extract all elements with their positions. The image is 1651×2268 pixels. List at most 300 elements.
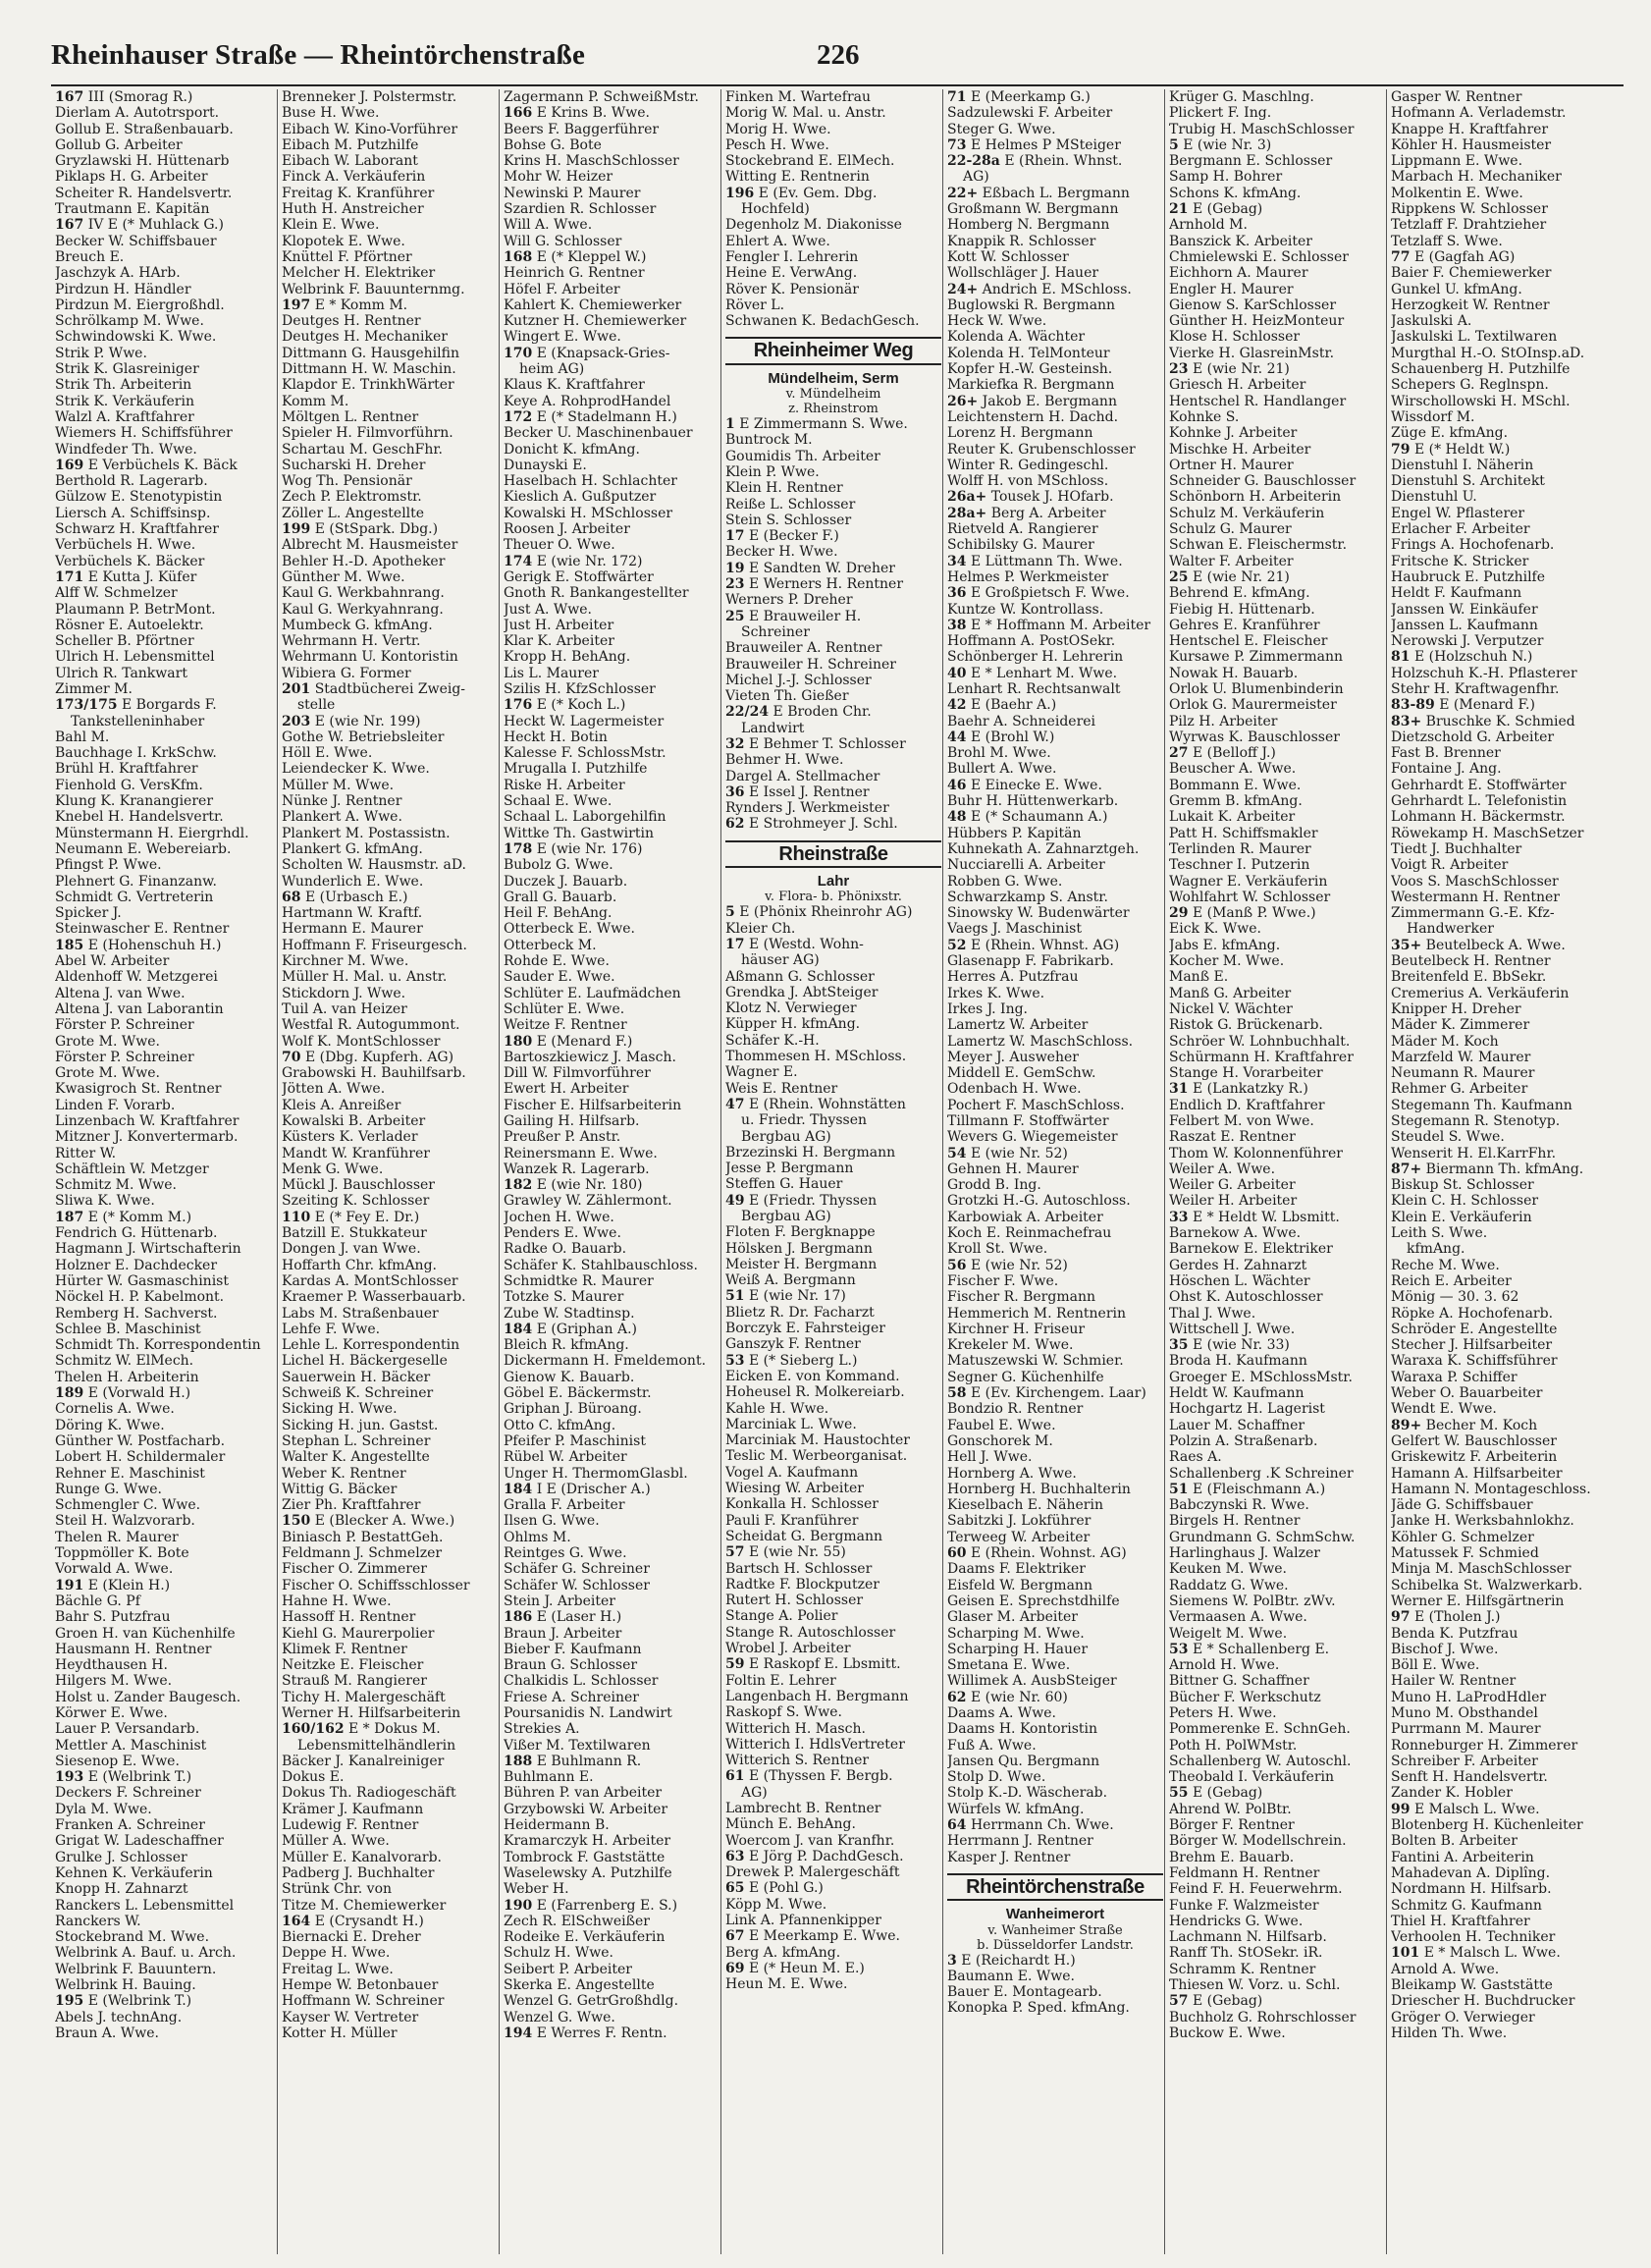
directory-entry bbox=[1169, 697, 1385, 713]
directory-entry bbox=[725, 153, 941, 169]
directory-entry bbox=[282, 585, 498, 601]
entry-text: Bergbau AG) bbox=[741, 1209, 831, 1224]
entry-text: E Behmer T. Schlosser bbox=[748, 735, 906, 752]
directory-entry bbox=[55, 1578, 271, 1593]
entry-text: E (Rhein. Wohnst. AG) bbox=[970, 1545, 1127, 1562]
entry-text: Klaus K. Kraftfahrer bbox=[504, 377, 645, 394]
entry-text: Schulz H. Wwe. bbox=[504, 1945, 613, 1962]
entry-text: Dill W. Filmvorführer bbox=[504, 1065, 651, 1082]
directory-entry bbox=[282, 969, 498, 985]
entry-text: Eicken E. von Kommand. bbox=[725, 1368, 900, 1384]
directory-entry bbox=[1169, 1850, 1385, 1865]
directory-entry bbox=[1391, 714, 1611, 729]
directory-entry bbox=[1391, 1306, 1611, 1322]
directory-entry bbox=[504, 506, 719, 521]
directory-entry bbox=[504, 458, 719, 473]
entry-text: Hentschel R. Handlanger bbox=[1169, 393, 1347, 409]
directory-entry bbox=[504, 201, 719, 217]
directory-entry bbox=[1169, 714, 1385, 729]
entry-text: Terlinden R. Maurer bbox=[1169, 840, 1311, 857]
entry-text: Ohlms M. bbox=[504, 1529, 571, 1545]
directory-entry bbox=[947, 1258, 1163, 1273]
entry-text: Kahlert K. Chemiewerker bbox=[504, 297, 682, 313]
entry-text: Wagner E. bbox=[725, 1064, 798, 1081]
directory-entry bbox=[947, 89, 1163, 105]
entry-text: Dittmann G. Hausgehilfin bbox=[282, 345, 459, 361]
directory-entry bbox=[1169, 921, 1385, 937]
directory-entry bbox=[55, 1401, 271, 1417]
house-number: 61 bbox=[725, 1768, 745, 1785]
house-number: 35 bbox=[1169, 1337, 1189, 1354]
directory-entry bbox=[1169, 905, 1385, 921]
entry-text: Hempe W. Betonbauer bbox=[282, 1977, 439, 1994]
directory-entry bbox=[1391, 1705, 1611, 1721]
entry-text: Herrmann J. Rentner bbox=[947, 1833, 1093, 1850]
directory-entry bbox=[725, 1465, 941, 1481]
entry-text: Rohde E. Wwe. bbox=[504, 953, 610, 970]
entry-text: Drewek P. Malergeschäft bbox=[725, 1864, 900, 1881]
entry-text: Kahle H. Wwe. bbox=[725, 1400, 829, 1417]
directory-entry bbox=[55, 1609, 271, 1625]
entry-text: Hoffmann F. Friseurgesch. bbox=[282, 937, 467, 953]
directory-entry bbox=[282, 1914, 498, 1929]
directory-entry bbox=[947, 506, 1163, 521]
directory-entry bbox=[725, 464, 941, 480]
entry-text: Freitag L. Wwe. bbox=[282, 1961, 394, 1977]
entry-text: Pfeifer P. Maschinist bbox=[504, 1432, 646, 1449]
entry-text: Schmitz W. ElMech. bbox=[55, 1353, 194, 1370]
directory-entry bbox=[55, 633, 271, 649]
directory-entry bbox=[947, 1241, 1163, 1257]
directory-entry bbox=[282, 506, 498, 521]
directory-entry bbox=[1391, 234, 1611, 249]
entry-text: Biermann Th. kfmAng. bbox=[1425, 1161, 1584, 1177]
entry-text: E (Urbasch E.) bbox=[304, 889, 408, 905]
entry-text: Nickel V. Wächter bbox=[1169, 1000, 1293, 1017]
directory-entry bbox=[55, 890, 271, 905]
entry-text: Lenhart R. Rechtsanwalt bbox=[947, 680, 1121, 697]
directory-entry bbox=[282, 442, 498, 458]
entry-text: Deckers F. Schreiner bbox=[55, 1785, 201, 1802]
directory-entry bbox=[1169, 1657, 1385, 1673]
entry-text: E (wie Nr. 60) bbox=[970, 1689, 1068, 1705]
directory-entry bbox=[947, 137, 1163, 153]
directory-entry bbox=[725, 416, 941, 432]
entry-text: Labs M. Straßenbauer bbox=[282, 1305, 439, 1322]
entry-text: Tetzlaff F. Drahtzieher bbox=[1391, 217, 1547, 234]
house-number: 17 bbox=[725, 936, 745, 952]
directory-entry bbox=[725, 985, 941, 1000]
directory-entry bbox=[55, 666, 271, 681]
directory-entry bbox=[947, 1050, 1163, 1065]
entry-text: Windfeder Th. Wwe. bbox=[55, 441, 197, 458]
directory-entry bbox=[1391, 409, 1611, 425]
house-number: 170 bbox=[504, 345, 533, 361]
directory-entry bbox=[1391, 186, 1611, 201]
directory-entry bbox=[55, 793, 271, 809]
entry-text: Becker U. Maschinenbauer bbox=[504, 425, 693, 442]
entry-text: Marciniak L. Wwe. bbox=[725, 1416, 857, 1432]
entry-text: Feldmann H. Rentner bbox=[1169, 1864, 1320, 1881]
directory-entry bbox=[1169, 329, 1385, 345]
directory-entry bbox=[947, 1657, 1163, 1673]
entry-text: Gralla F. Arbeiter bbox=[504, 1497, 625, 1514]
directory-entry bbox=[55, 1081, 271, 1097]
entry-text: Sicking H. Wwe. bbox=[282, 1401, 398, 1418]
entry-text: Reche M. Wwe. bbox=[1391, 1257, 1500, 1273]
directory-entry bbox=[725, 673, 941, 688]
house-number: 182 bbox=[504, 1177, 533, 1194]
directory-entry bbox=[282, 1306, 498, 1322]
entry-text: Liersch A. Schiffsinsp. bbox=[55, 505, 211, 521]
directory-entry bbox=[725, 480, 941, 496]
entry-text: Hoffarth Chr. kfmAng. bbox=[282, 1257, 437, 1273]
directory-entry bbox=[1391, 1833, 1611, 1849]
entry-text: Bittner G. Schaffner bbox=[1169, 1673, 1309, 1690]
directory-entry bbox=[55, 729, 271, 745]
directory-entry bbox=[282, 1482, 498, 1497]
directory-entry bbox=[504, 1289, 719, 1305]
entry-text: Lamertz W. MaschSchloss. bbox=[947, 1033, 1134, 1050]
entry-text: Schönborn H. Arbeiterin bbox=[1169, 489, 1342, 506]
directory-entry bbox=[55, 745, 271, 761]
entry-text: Bartoszkiewicz J. Masch. bbox=[504, 1049, 676, 1065]
entry-text: Tichy H. Malergeschäft bbox=[282, 1689, 446, 1705]
entry-text: Duczek J. Bauarb. bbox=[504, 873, 628, 890]
directory-entry bbox=[504, 697, 719, 713]
entry-text: Stehr H. Kraftwagenfhr. bbox=[1391, 680, 1560, 697]
directory-entry bbox=[55, 921, 271, 937]
directory-entry bbox=[1169, 1129, 1385, 1145]
entry-text: Schallenberg W. Autoschl. bbox=[1169, 1753, 1352, 1769]
entry-text: Buntrock M. bbox=[725, 432, 813, 449]
directory-entry bbox=[947, 1098, 1163, 1113]
directory-entry bbox=[1169, 313, 1385, 329]
entry-text: Scheidat G. Bergmann bbox=[725, 1528, 883, 1544]
entry-text: Arnold A. Wwe. bbox=[1391, 1961, 1500, 1977]
entry-text: Wittschell J. Wwe. bbox=[1169, 1321, 1296, 1337]
entry-text: Chmielewski E. Schlosser bbox=[1169, 248, 1349, 265]
directory-entry bbox=[947, 1113, 1163, 1129]
directory-entry bbox=[504, 186, 719, 201]
directory-entry bbox=[1169, 1289, 1385, 1305]
entry-text: Wevers G. Wiegemeister bbox=[947, 1129, 1118, 1146]
entry-text: Middell E. GemSchw. bbox=[947, 1065, 1096, 1082]
directory-entry bbox=[55, 249, 271, 265]
directory-entry bbox=[55, 1497, 271, 1513]
house-number: 24+ bbox=[947, 281, 979, 297]
entry-text: Kopfer H.-W. Gesteinsh. bbox=[947, 361, 1113, 378]
entry-text: Fischer R. Bergmann bbox=[947, 1289, 1095, 1306]
entry-text: E (* Heun M. E.) bbox=[748, 1960, 865, 1976]
directory-entry bbox=[504, 986, 719, 1001]
directory-entry bbox=[947, 1001, 1163, 1017]
directory-entry bbox=[282, 1945, 498, 1961]
entry-text: Werner E. Hilfsgärtnerin bbox=[1391, 1593, 1565, 1609]
entry-text: Kardas A. MontSchlosser bbox=[282, 1272, 458, 1289]
directory-entry bbox=[55, 1833, 271, 1849]
entry-text: Steil H. Walzvorarb. bbox=[55, 1513, 195, 1530]
entry-text: Hilgers M. Wwe. bbox=[55, 1673, 173, 1690]
house-number: 150 bbox=[282, 1513, 311, 1530]
entry-text: Gollub E. Straßenbauarb. bbox=[55, 121, 234, 137]
entry-text: E Broden Chr. bbox=[772, 704, 872, 721]
entry-text: Sauerwein H. Bäcker bbox=[282, 1369, 431, 1385]
directory-entry bbox=[725, 1864, 941, 1880]
entry-text: Zier Ph. Kraftfahrer bbox=[282, 1497, 421, 1514]
directory-entry bbox=[282, 1241, 498, 1257]
entry-text: Matussek F. Schmied bbox=[1391, 1545, 1539, 1562]
entry-text: Jäde G. Schiffsbauer bbox=[1391, 1497, 1533, 1514]
directory-entry bbox=[1391, 1497, 1611, 1513]
entry-text: E * Schallenberg E. bbox=[1192, 1641, 1330, 1657]
directory-entry bbox=[1391, 1754, 1611, 1769]
entry-text: Vermaasen A. Wwe. bbox=[1169, 1609, 1307, 1626]
directory-entry bbox=[1391, 1898, 1611, 1914]
directory-entry bbox=[55, 1017, 271, 1033]
directory-entry bbox=[725, 1305, 941, 1321]
house-number: 23 bbox=[1169, 361, 1189, 378]
directory-entry bbox=[947, 265, 1163, 281]
entry-text: Schmitz M. Wwe. bbox=[55, 1177, 177, 1194]
directory-entry bbox=[504, 521, 719, 537]
page-title: Rheinhauser Straße — Rheintörchenstraße bbox=[51, 39, 586, 71]
directory-entry bbox=[1169, 1482, 1385, 1497]
entry-text: E (wie Nr. 21) bbox=[1192, 568, 1290, 585]
directory-entry bbox=[504, 1497, 719, 1513]
directory-entry bbox=[1391, 778, 1611, 793]
entry-text: Gröger O. Verwieger bbox=[1391, 2009, 1535, 2025]
entry-text: Tiedt J. Buchhalter bbox=[1391, 840, 1522, 857]
directory-entry bbox=[282, 1034, 498, 1050]
directory-entry bbox=[1169, 778, 1385, 793]
directory-entry bbox=[1169, 1929, 1385, 1945]
directory-entry bbox=[1391, 201, 1611, 217]
entry-text: Welbrink A. Bauf. u. Arch. bbox=[55, 1945, 237, 1962]
entry-text: E (Pohl G.) bbox=[748, 1880, 824, 1897]
directory-entry bbox=[1169, 1433, 1385, 1449]
entry-text: E Kutta J. Küfer bbox=[87, 568, 197, 585]
entry-text: Gehnen H. Maurer bbox=[947, 1161, 1079, 1177]
house-number: 28a+ bbox=[947, 505, 987, 521]
entry-text: Klar K. Arbeiter bbox=[504, 633, 614, 650]
directory-entry bbox=[282, 1754, 498, 1769]
entry-text: I E (Drischer A.) bbox=[536, 1481, 651, 1497]
directory-entry bbox=[725, 1481, 941, 1496]
entry-text: E Krins B. Wwe. bbox=[536, 105, 650, 122]
entry-text: Schäfer W. Schlosser bbox=[504, 1577, 650, 1593]
entry-text: E Jörg P. DachdGesch. bbox=[748, 1848, 904, 1864]
entry-text: Thiel H. Kraftfahrer bbox=[1391, 1913, 1530, 1929]
directory-entry bbox=[1169, 425, 1385, 441]
directory-columns bbox=[55, 89, 1625, 2254]
directory-entry bbox=[947, 1850, 1163, 1865]
directory-entry bbox=[947, 1833, 1163, 1849]
entry-text: Kuntze W. Kontrollass. bbox=[947, 601, 1104, 618]
entry-text: Wunderlich E. Wwe. bbox=[282, 873, 424, 890]
directory-entry bbox=[1391, 521, 1611, 537]
directory-entry bbox=[504, 1898, 719, 1914]
directory-entry bbox=[504, 1609, 719, 1625]
directory-entry bbox=[282, 425, 498, 441]
directory-entry bbox=[947, 186, 1163, 201]
entry-text: Eick K. Wwe. bbox=[1169, 921, 1261, 938]
directory-entry bbox=[947, 346, 1163, 361]
directory-entry bbox=[947, 602, 1163, 618]
entry-text: Muno M. Obsthandel bbox=[1391, 1704, 1538, 1721]
directory-entry bbox=[947, 1385, 1163, 1401]
entry-text: Teslic M. Werbeorganisat. bbox=[725, 1448, 908, 1465]
entry-text: Dittmann H. W. Maschin. bbox=[282, 361, 456, 378]
entry-text: Morig W. Mal. u. Anstr. bbox=[725, 105, 886, 122]
directory-entry bbox=[504, 153, 719, 169]
directory-entry bbox=[1391, 826, 1611, 841]
directory-entry bbox=[55, 2025, 271, 2041]
entry-continuation bbox=[725, 1209, 941, 1224]
directory-entry bbox=[947, 1306, 1163, 1322]
directory-entry bbox=[504, 1754, 719, 1769]
entry-text: Weitze F. Rentner bbox=[504, 1017, 627, 1034]
entry-text: Nucciarelli A. Arbeiter bbox=[947, 857, 1105, 874]
house-number: 189 bbox=[55, 1385, 84, 1402]
entry-text: Verbüchels H. Wwe. bbox=[55, 537, 196, 554]
directory-entry bbox=[504, 809, 719, 825]
entry-text: Finck A. Verkäuferin bbox=[282, 169, 426, 186]
entry-text: Mönig — 30. 3. 62 bbox=[1391, 1289, 1519, 1306]
house-number: 197 bbox=[282, 297, 311, 313]
directory-entry bbox=[1391, 1642, 1611, 1657]
entry-text: Ritter W. bbox=[55, 1145, 117, 1161]
entry-text: Keye A. RohprodHandel bbox=[504, 393, 671, 409]
house-number: 34 bbox=[947, 553, 967, 569]
entry-text: AG) bbox=[741, 1784, 768, 1801]
entry-text: heim AG) bbox=[519, 361, 585, 378]
directory-entry bbox=[1391, 1161, 1611, 1177]
directory-entry bbox=[725, 1272, 941, 1288]
directory-entry bbox=[1391, 2010, 1611, 2025]
directory-entry bbox=[947, 201, 1163, 217]
entry-text: Ilsen G. Wwe. bbox=[504, 1513, 600, 1530]
entry-continuation bbox=[55, 714, 271, 729]
entry-text: Zöller L. Angestellte bbox=[282, 505, 425, 521]
directory-entry bbox=[725, 297, 941, 313]
entry-text: Berg A. Arbeiter bbox=[990, 505, 1106, 521]
directory-entry bbox=[55, 2010, 271, 2025]
directory-entry bbox=[1169, 409, 1385, 425]
entry-text: Kohnke S. bbox=[1169, 408, 1240, 425]
directory-entry bbox=[504, 1977, 719, 1993]
directory-entry bbox=[947, 1690, 1163, 1705]
entry-text: Brehm E. Bauarb. bbox=[1169, 1849, 1295, 1865]
directory-entry bbox=[947, 1984, 1163, 2000]
entry-text: Dokus Th. Radiogeschäft bbox=[282, 1785, 456, 1802]
entry-text: Schwindowski K. Wwe. bbox=[55, 329, 217, 346]
entry-text: Thommesen H. MSchloss. bbox=[725, 1049, 907, 1065]
entry-text: Morig H. Wwe. bbox=[725, 121, 831, 137]
directory-entry bbox=[55, 953, 271, 969]
directory-entry bbox=[504, 409, 719, 425]
entry-text: Fischer O. Zimmerer bbox=[282, 1561, 427, 1578]
entry-text: Helmes P. Werkmeister bbox=[947, 568, 1109, 585]
directory-entry bbox=[947, 1721, 1163, 1737]
directory-entry bbox=[1391, 89, 1611, 105]
directory-entry bbox=[1169, 1466, 1385, 1482]
directory-entry bbox=[725, 1432, 941, 1448]
directory-entry bbox=[504, 1657, 719, 1673]
directory-entry bbox=[1169, 1721, 1385, 1737]
directory-entry bbox=[1391, 729, 1611, 745]
entry-text: Schwarzkamp S. Anstr. bbox=[947, 889, 1108, 905]
directory-entry bbox=[1391, 1578, 1611, 1593]
entry-text: E (Lankatzky R.) bbox=[1192, 1081, 1308, 1098]
entry-text: E * Komm M. bbox=[314, 297, 408, 313]
entry-text: Jesse P. Bergmann bbox=[725, 1161, 854, 1177]
entry-text: Kohnke J. Arbeiter bbox=[1169, 425, 1298, 442]
entry-text: Strik Th. Arbeiterin bbox=[55, 377, 192, 394]
directory-entry bbox=[725, 1816, 941, 1832]
directory-entry bbox=[725, 1384, 941, 1400]
directory-entry bbox=[504, 377, 719, 393]
directory-entry bbox=[282, 329, 498, 345]
directory-entry bbox=[947, 1273, 1163, 1289]
directory-entry bbox=[55, 826, 271, 841]
entry-text: Spieler H. Filmvorführn. bbox=[282, 425, 453, 442]
directory-entry bbox=[725, 105, 941, 121]
entry-text: Schmidtke R. Maurer bbox=[504, 1272, 654, 1289]
house-number: 186 bbox=[504, 1609, 533, 1626]
entry-text: Wittke Th. Gastwirtin bbox=[504, 825, 654, 841]
entry-text: Chalkidis L. Schlosser bbox=[504, 1673, 659, 1690]
house-number: 48 bbox=[947, 809, 967, 826]
directory-entry bbox=[1391, 1530, 1611, 1545]
house-number: 57 bbox=[1169, 1993, 1189, 2010]
district-label: Lahr bbox=[817, 873, 850, 891]
entry-text: Samp H. Bohrer bbox=[1169, 169, 1283, 186]
entry-text: Orlok U. Blumenbinderin bbox=[1169, 680, 1344, 697]
directory-entry bbox=[282, 2010, 498, 2025]
directory-entry bbox=[1391, 1466, 1611, 1482]
directory-entry bbox=[1169, 602, 1385, 618]
directory-entry bbox=[55, 313, 271, 329]
entry-text: E (Griphan A.) bbox=[536, 1321, 637, 1337]
entry-text: Gunkel U. kfmAng. bbox=[1391, 281, 1522, 297]
entry-text: Bücher F. Werkschutz bbox=[1169, 1689, 1321, 1705]
entry-text: Erlacher F. Arbeiter bbox=[1391, 521, 1530, 538]
directory-entry bbox=[947, 793, 1163, 809]
directory-entry bbox=[504, 1017, 719, 1033]
entry-text: E (Hohenschuh H.) bbox=[87, 937, 222, 953]
entry-text: E (wie Nr. 176) bbox=[536, 840, 643, 857]
entry-text: E (wie Nr. 52) bbox=[970, 1145, 1068, 1161]
directory-entry bbox=[55, 986, 271, 1001]
directory-entry bbox=[1391, 1626, 1611, 1642]
entry-text: Preußer P. Anstr. bbox=[504, 1129, 621, 1146]
directory-entry bbox=[725, 561, 941, 576]
directory-entry bbox=[947, 1146, 1163, 1161]
entry-text: Langenbach H. Bergmann bbox=[725, 1688, 909, 1704]
directory-entry bbox=[1169, 1322, 1385, 1337]
entry-text: Birgels H. Rentner bbox=[1169, 1513, 1301, 1530]
entry-text: Engler H. Maurer bbox=[1169, 281, 1294, 297]
directory-entry bbox=[1169, 1210, 1385, 1225]
directory-entry bbox=[282, 633, 498, 649]
entry-text: Mückl J. Bauschlosser bbox=[282, 1177, 435, 1194]
entry-text: Hornberg H. Buchhalterin bbox=[947, 1481, 1131, 1497]
entry-text: Hermann E. Maurer bbox=[282, 921, 423, 938]
entry-text: Wissdorf M. bbox=[1391, 408, 1475, 425]
directory-entry bbox=[947, 313, 1163, 329]
entry-text: Kehnen K. Verkäuferin bbox=[55, 1864, 213, 1881]
